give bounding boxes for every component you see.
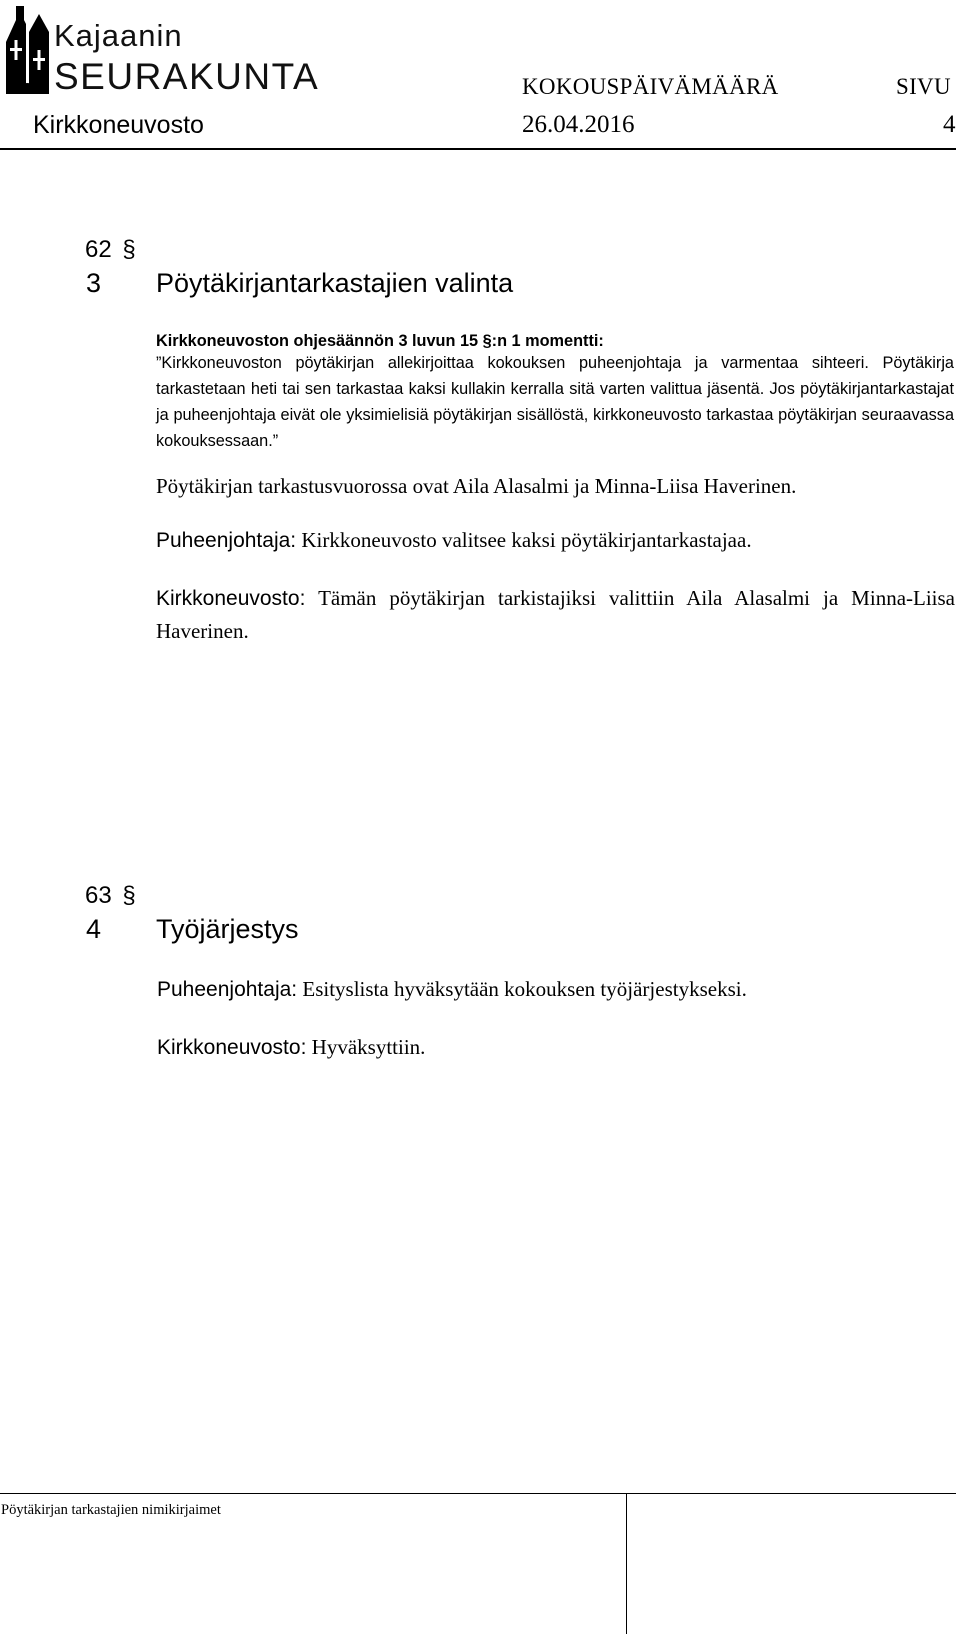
section-title: Pöytäkirjantarkastajien valinta (156, 268, 514, 298)
header-rule (0, 148, 956, 150)
chair-proposal (157, 973, 957, 1006)
section-item-number: 3 (86, 268, 102, 298)
paragraph-number: 62 (85, 236, 112, 263)
page-number: 4 (943, 111, 956, 138)
section-title: Työjärjestys (156, 914, 299, 944)
kajaanin-seurakunta-logo (2, 2, 332, 96)
section-paragraph-number (85, 236, 136, 264)
meeting-date-label: KOKOUSPÄIVÄMÄÄRÄ (522, 74, 779, 99)
footer-divider (626, 1493, 627, 1634)
proposal-text: Kirkkoneuvosto valitsee kaksi pöytäkirjantarkastajaa. (301, 528, 752, 552)
logo-line-2: SEURAKUNTA (54, 56, 320, 97)
proposal-label: Puheenjohtaja: (156, 529, 297, 552)
proposal-text: Esityslista hyväksytään kokouksen työjärjestykseksi. (302, 977, 747, 1001)
chair-proposal (156, 524, 956, 557)
section-mark: § (122, 236, 136, 263)
body-name: Kirkkoneuvosto (33, 111, 204, 139)
page-label: SIVU (896, 74, 951, 99)
proposal-label: Puheenjohtaja: (157, 978, 298, 1001)
decision-label: Kirkkoneuvosto: (157, 1036, 307, 1059)
section-mark: § (122, 882, 136, 909)
signature-initials-label: Pöytäkirjan tarkastajien nimikirjaimet (1, 1502, 221, 1518)
section-item-number: 4 (86, 914, 102, 944)
paragraph-number: 63 (85, 882, 112, 909)
meeting-date: 26.04.2016 (522, 111, 635, 138)
board-decision (157, 1031, 957, 1064)
decision-text: Tämän pöytäkirjan tarkistajiksi valittiin Aila Alasalmi ja Minna-Liisa Haverinen. (156, 586, 955, 643)
board-decision (156, 582, 955, 648)
decision-text: Hyväksyttiin. (311, 1035, 426, 1059)
decision-label: Kirkkoneuvosto: (156, 587, 306, 610)
footer-rule (0, 1493, 956, 1494)
logo-line-1: Kajaanin (54, 18, 183, 53)
rule-heading: Kirkkoneuvoston ohjesäännön 3 luvun 15 §:n 1 momentti: (156, 332, 604, 350)
section-paragraph-number (85, 882, 136, 910)
rule-text: ”Kirkkoneuvoston pöytäkirjan allekirjoittaa kokouksen puheenjohtaja ja varmentaa sihteeri. Pöytäkirja tarkastetaan heti tai sen tarkastaa kaksi kullakin kerralla sitä varten valittua jäsentä. Jos pöytäkirjantarkastajat ja puheenjohtaja eivät ole yksimielisiä pöytäkirjan sisällöstä, kirkkoneuvosto tarkastaa pöytäkirjan seuraavassa kokouksessaan.” (156, 354, 954, 450)
review-turn-note: Pöytäkirjan tarkastusvuorossa ovat Aila Alasalmi ja Minna-Liisa Haverinen. (156, 474, 797, 498)
